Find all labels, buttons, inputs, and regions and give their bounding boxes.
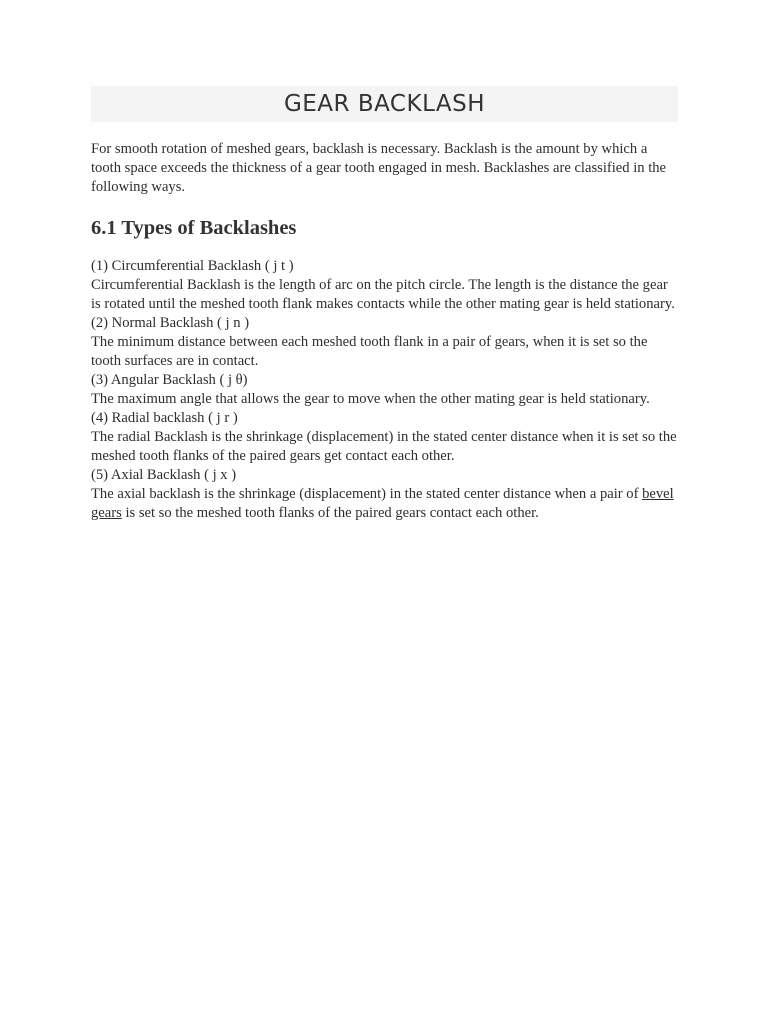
list-item: [91, 466, 678, 523]
title-bar: [91, 86, 678, 122]
section-heading: 6.1 Types of Backlashes: [91, 217, 297, 239]
description-text: is set so the meshed tooth flanks of the paired gears contact each other.: [121, 505, 539, 521]
document-page: [91, 86, 678, 523]
list-item: [91, 371, 678, 409]
list-item: [91, 409, 678, 466]
description-text: The axial backlash is the shrinkage (displacement) in the stated center distance when a pair of: [91, 486, 643, 502]
item-description: The minimum distance between each meshed tooth flank in a pair of gears, when it is set so the tooth surfaces are in contact.: [91, 334, 648, 369]
intro-paragraph: For smooth rotation of meshed gears, backlash is necessary. Backlash is the amount by which a tooth space exceeds the thickness of a gear tooth engaged in mesh. Backlashes are classified in the following ways.: [91, 141, 667, 195]
item-title: (5) Axial Backlash ( j x ): [91, 467, 237, 483]
item-description: The maximum angle that allows the gear to move when the other mating gear is held stationary.: [91, 391, 650, 407]
item-description: The radial Backlash is the shrinkage (displacement) in the stated center distance when it is set so the meshed tooth flanks of the paired gears get contact each other.: [91, 429, 677, 464]
list-item: [91, 257, 678, 314]
bevel-gears-link[interactable]: bevel gears: [91, 486, 674, 521]
item-description: Circumferential Backlash is the length of arc on the pitch circle. The length is the distance the gear is rotated until the meshed tooth flank makes contacts while the other mating gear is held stationary.: [91, 277, 675, 312]
list-item: [91, 314, 678, 371]
item-title: (2) Normal Backlash ( j n ): [91, 315, 250, 331]
backlash-list: [91, 257, 678, 523]
item-description: [91, 485, 678, 523]
item-title: (3) Angular Backlash ( j θ): [91, 372, 248, 388]
item-title: (4) Radial backlash ( j r ): [91, 410, 238, 426]
item-title: (1) Circumferential Backlash ( j t ): [91, 258, 294, 274]
page-title: GEAR BACKLASH: [283, 91, 486, 117]
